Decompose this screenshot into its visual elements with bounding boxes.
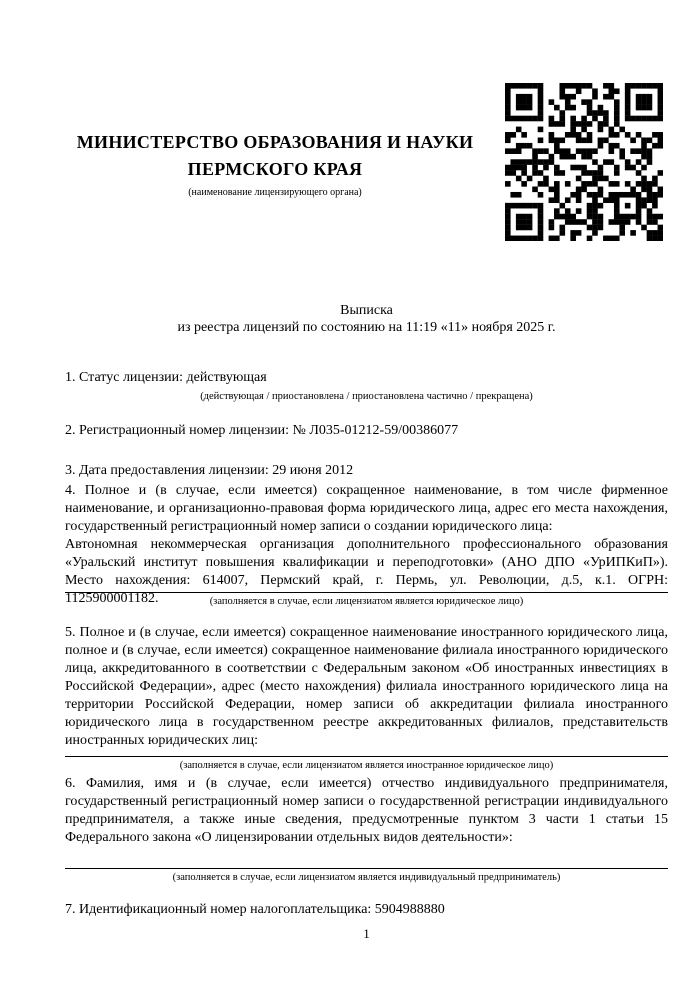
document-title-line2: из реестра лицензий по состоянию на 11:19 «11» ноября 2025 г. bbox=[177, 320, 556, 335]
document-title-line1: Выписка bbox=[340, 303, 393, 318]
item-5-question: 5. Полное и (в случае, если имеется) сокращенное наименование иностранного юридического лица, полное и (в случае, если имеется) сокращенное наименование филиала иностранного юридического лица, аккредитованного в соответствии с Федеральным законом «Об иностранных инвестициях в Российской Федерации», адрес (место нахождения) филиала иностранного юридического лица на территории Российской Федерации, номер записи об аккредитации филиала иностранного юридического лица в государственном реестре аккредитованных филиалов, представительств иностранных юридических лиц: bbox=[65, 625, 668, 748]
item-1-caption: (действующая / приостановлена / приостановлена частично / прекращена) bbox=[200, 391, 533, 402]
ministry-caption: (наименование лицензирующего органа) bbox=[188, 187, 362, 198]
ministry-name-line1: МИНИСТЕРСТВО ОБРАЗОВАНИЯ И НАУКИ bbox=[76, 132, 474, 152]
item-6-question: 6. Фамилия, имя и (в случае, если имеется) отчество индивидуального предпринимателя, государственный регистрационный номер записи о государственной регистрации индивидуального предпринимателя, а также иные сведения, предусмотренные пунктом 3 части 1 статьи 15 Федерального закона «О лицензировании отдельных видов деятельности»: bbox=[65, 776, 668, 845]
ministry-name-line2: ПЕРМСКОГО КРАЯ bbox=[187, 159, 363, 179]
item-4-caption: (заполняется в случае, если лицензиатом является юридическое лицо) bbox=[65, 592, 668, 608]
item-4-answer: Автономная некоммерческая организация дополнительного профессионального образования «Уральский институт повышения квалификации и переподготовки» (АНО ДПО «УрИПКиП»). Место нахождения: 614007, Пермский край, г. Пермь, ул. Революции, д.5, к.1. ОГРН: 1125900001182. bbox=[65, 537, 668, 606]
page-number: 1 bbox=[363, 926, 370, 941]
item-6-individual-entrepreneur bbox=[65, 775, 668, 847]
item-4-question: 4. Полное и (в случае, если имеется) сокращенное наименование, в том числе фирменное наименование, и организационно-правовая форма юридического лица, адрес его места нахождения, государственный регистрационный номер записи о создании юридического лица: bbox=[65, 483, 668, 534]
item-7-taxpayer-id: 7. Идентификационный номер налогоплательщика: 5904988880 bbox=[65, 902, 445, 917]
qr-code bbox=[505, 83, 663, 241]
document-title bbox=[65, 302, 668, 336]
item-6-caption: (заполняется в случае, если лицензиатом является индивидуальный предприниматель) bbox=[65, 868, 668, 884]
item-2-registration-number: 2. Регистрационный номер лицензии: № Л035-01212-59/00386077 bbox=[65, 423, 459, 438]
item-4-legal-entity bbox=[65, 482, 668, 608]
item-3-grant-date: 3. Дата предоставления лицензии: 29 июня 2012 bbox=[65, 463, 354, 478]
item-5-caption: (заполняется в случае, если лицензиатом является иностранное юридическое лицо) bbox=[65, 756, 668, 772]
licensing-authority-header bbox=[55, 129, 495, 199]
item-1-license-status: 1. Статус лицензии: действующая bbox=[65, 370, 267, 385]
item-5-foreign-entity bbox=[65, 624, 668, 750]
